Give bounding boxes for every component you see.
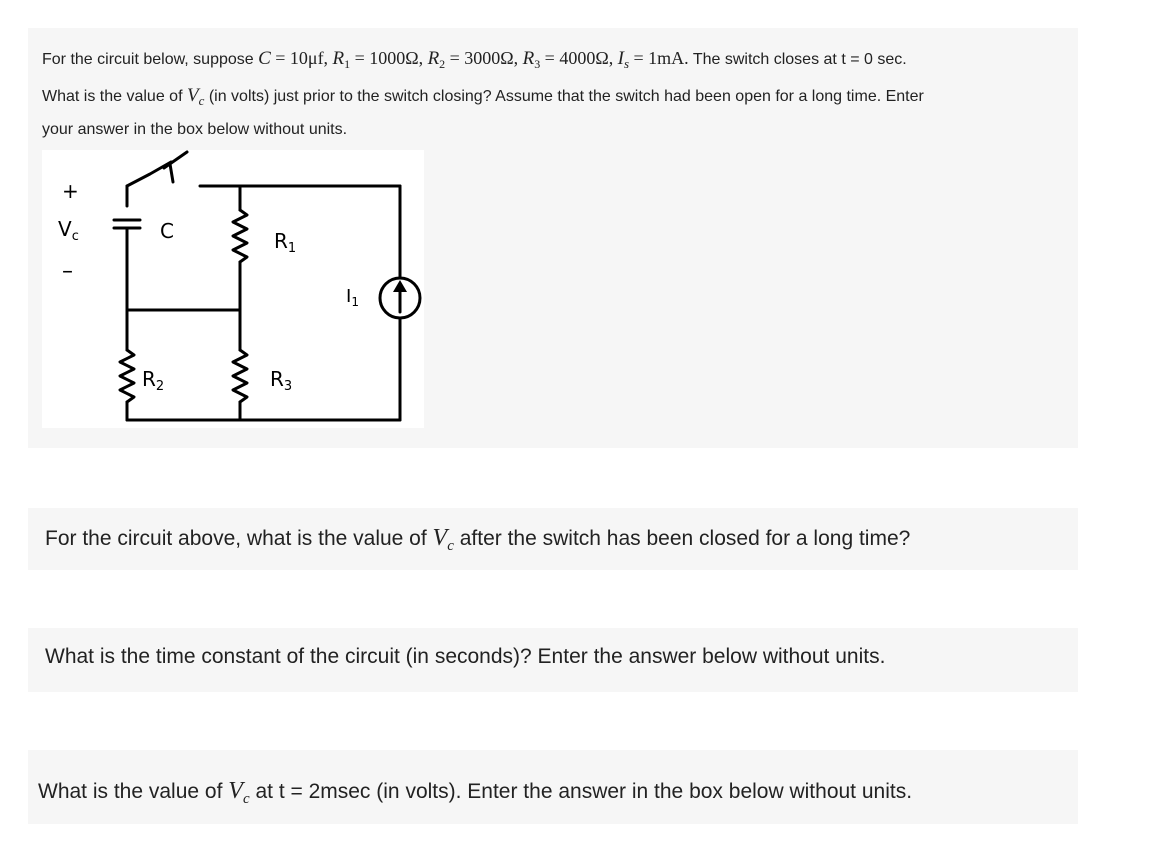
q4-suffix: at t = 2msec (in volts). Enter the answer in the box below without units.	[255, 780, 913, 803]
circuit-diagram	[42, 150, 424, 428]
c-value: = 10μf,	[275, 48, 329, 68]
vc-subscript: c	[198, 93, 205, 109]
q4-prefix: What is the value of	[38, 780, 223, 803]
is-symbol: I	[617, 48, 624, 69]
question-3-text: What is the time constant of the circuit (in seconds)? Enter the answer below without units.	[45, 645, 886, 668]
q1-prefix: For the circuit below, suppose	[42, 51, 254, 68]
is-value: = 1mA.	[633, 48, 689, 68]
q2-vc-subscript: c	[447, 538, 454, 555]
question-1-line-1	[42, 48, 907, 72]
source-label: $I_1$	[346, 286, 359, 309]
r1-symbol: R	[332, 48, 345, 69]
question-4-panel	[28, 750, 1078, 824]
r3-zigzag	[233, 350, 247, 402]
r1-subscript: 1	[344, 57, 351, 72]
question-2-panel	[28, 508, 1078, 570]
q2-vc-symbol: V	[432, 525, 448, 551]
r3-symbol: R	[522, 48, 535, 69]
q2-suffix: after the switch has been closed for a long time?	[459, 527, 911, 550]
q4-vc-symbol: V	[228, 778, 243, 804]
vc-symbol: V	[186, 85, 199, 106]
current-source-arrowhead	[393, 280, 407, 292]
r1-zigzag	[233, 210, 247, 262]
r2-symbol: R	[427, 48, 440, 69]
question-4-text	[38, 778, 912, 808]
r3-value: = 4000Ω,	[544, 48, 614, 68]
q1-line2-suffix: (in volts) just prior to the switch closing? Assume that the switch had been open for a long time. Enter	[208, 88, 924, 105]
question-1-line-2	[42, 85, 924, 109]
q2-prefix: For the circuit above, what is the value of	[45, 527, 427, 550]
r1-label: $R_1$	[274, 229, 297, 256]
is-subscript: s	[623, 56, 630, 72]
question-3-panel	[28, 628, 1078, 692]
r3-subscript: 3	[534, 57, 541, 72]
r2-label: $R_2$	[142, 367, 165, 394]
r2-value: = 3000Ω,	[449, 48, 519, 68]
c-symbol: C	[258, 48, 271, 69]
r1-value: = 1000Ω,	[354, 48, 424, 68]
r2-zigzag	[120, 350, 134, 402]
vc-minus-sign: –	[62, 259, 73, 284]
switch-mark	[164, 152, 187, 182]
q4-vc-subscript: c	[242, 791, 250, 808]
vc-label: $V_c$	[58, 217, 79, 244]
r3-label: $R_3$	[270, 367, 293, 394]
capacitor-label: C	[160, 219, 174, 243]
q1-line2-prefix: What is the value of	[42, 88, 183, 105]
switch-arm	[127, 162, 171, 186]
question-1-line-3: your answer in the box below without units.	[42, 121, 348, 138]
r2-subscript: 2	[439, 57, 446, 72]
vc-plus-sign: +	[62, 179, 79, 203]
q1-suffix: The switch closes at t = 0 sec.	[692, 51, 907, 68]
question-2-text	[45, 525, 910, 555]
